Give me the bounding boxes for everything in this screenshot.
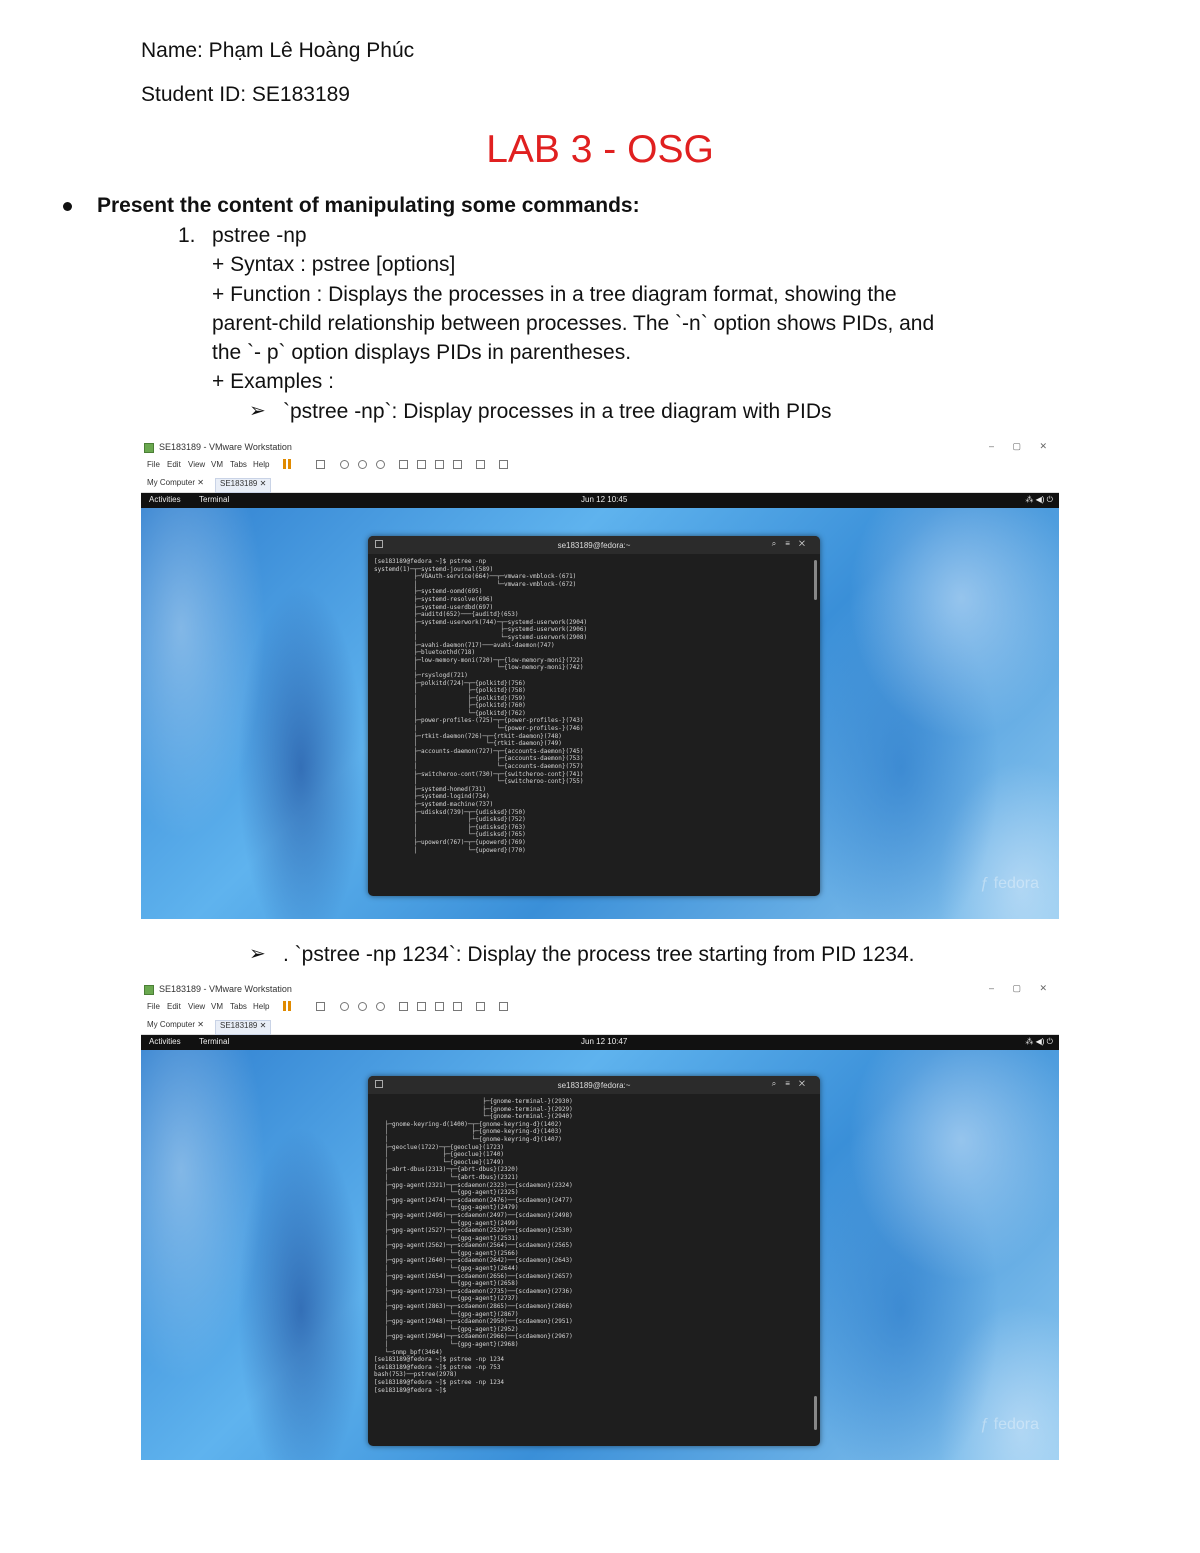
menu-tabs[interactable]: Tabs [230,1002,247,1011]
terminal-header [368,536,820,554]
function-line-3: the `- p` option displays PIDs in parentheses. [212,341,632,364]
tab-my-computer[interactable]: My Computer ✕ [147,1020,204,1029]
vm-tabs [141,1018,1059,1035]
view-icon[interactable] [399,1002,408,1011]
tab-label: SE183189 [220,1021,258,1030]
gnome-topbar [141,493,1059,508]
syntax-line: + Syntax : pstree [options] [212,253,456,276]
fit-icon[interactable] [453,460,462,469]
stretch-icon[interactable] [499,460,508,469]
tab-label: SE183189 [220,479,258,488]
status-icons[interactable]: ⁂ ◀) ⏻ [1025,1037,1053,1046]
tab-vm[interactable]: SE183189 ✕ [215,1020,271,1035]
vmware-menubar [141,456,1059,473]
menu-help[interactable]: Help [253,1002,270,1011]
arrow-bullet-icon: ➢ [249,400,266,422]
menu-file[interactable]: File [147,1002,160,1011]
terminal-window[interactable] [368,536,820,896]
menu-help[interactable]: Help [253,460,270,469]
item-number: 1. [178,224,196,247]
tab-my-computer[interactable]: My Computer ✕ [147,478,204,487]
terminal-output: ├─{gnome-terminal-}(2930) ├─{gnome-terminal-}(2929) └─{gnome-terminal-}(2940) ├─gnome-keyring-d(1400)─┬─{gnome-keyring-d}(1402) │ ├─{gnome-keyring-d}(1403) │ └─{gnome-keyring-d}(1407) ├─geoclue(1722)─┬─{geoclue}(1723) │ ├─{geoclue}(1740) │ └─{geoclue}(1749) ├─abrt-dbus(2313)─┬─{abrt-dbus}(2320) │ └─{abrt-dbus}(2321) ├─gpg-agent(2321)─┬─scdaemon(2323)──{scdaemon}(2324) │ └─{gpg-agent}(2325) ├─gpg-agent(2474)─┬─scdaemon(2476)──{scdaemon}(2477) │ └─{gpg-agent}(2479) ├─gpg-agent(2495)─┬─scdaemon(2497)──{scdaemon}(2498) │ └─{gpg-agent}(2499) ├─gpg-agent(2527)─┬─scdaemon(2529)──{scdaemon}(2530) │ └─{gpg-agent}(2531) ├─gpg-agent(2562)─┬─scdaemon(2564)──{scdaemon}(2565) │ └─{gpg-agent}(2566) ├─gpg-agent(2640)─┬─scdaemon(2642)──{scdaemon}(2643) │ └─{gpg-agent}(2644) ├─gpg-agent(2654)─┬─scdaemon(2656)──{scdaemon}(2657) │ └─{gpg-agent}(2658) ├─gpg-agent(2733)─┬─scdaemon(2735)──{scdaemon}(2736) │ └─{gpg-agent}(2737) ├─gpg-agent(2863)─┬─scdaemon(2865)──{scdaemon}(2866) │ └─{gpg-agent}(2867) ├─gpg-agent(2948)─┬─scdaemon(2950)──{scdaemon}(2951) │ └─{gpg-agent}(2952) ├─gpg-agent(2964)─┬─scdaemon(2966)──{scdaemon}(2967) │ └─{gpg-agent}(2968) └─snmp_bpf(3464) [se183189@fedora ~]$ pstree -np 1234 [se183189@fedora ~]$ pstree -np 753 bash(753)──pstree(2978) [se183189@fedora ~]$ pstree -np 1234 [se183189@fedora ~]$ [374,1098,573,1394]
status-icons[interactable]: ⁂ ◀) ⏻ [1025,495,1053,504]
menu-tabs[interactable]: Tabs [230,460,247,469]
menu-vm[interactable]: VM [211,460,223,469]
console-icon[interactable] [476,460,485,469]
pause-icon-bar [288,459,291,469]
fedora-watermark-logo: ƒ fedora [980,875,1039,892]
fedora-watermark-logo: ƒ fedora [980,1416,1039,1433]
screenshot-2 [141,982,1059,1460]
section-heading: Present the content of manipulating some commands: [97,194,640,217]
terminal-title: se183189@fedora:~ [557,541,631,550]
vmware-logo-icon [144,985,154,995]
page-title: LAB 3 - OSG [486,128,714,171]
view-icon[interactable] [399,460,408,469]
fullscreen-icon[interactable] [435,460,444,469]
snapshot-icon[interactable] [340,1002,349,1011]
clock[interactable]: Jun 12 10:47 [581,1037,628,1046]
fit-icon[interactable] [453,1002,462,1011]
vmware-logo-icon [144,443,154,453]
snapshot-icon[interactable] [340,460,349,469]
tab-vm[interactable]: SE183189 ✕ [215,478,271,493]
clock[interactable]: Jun 12 10:45 [581,495,628,504]
fullscreen-icon[interactable] [435,1002,444,1011]
menu-vm[interactable]: VM [211,1002,223,1011]
terminal-controls[interactable]: ⌕≡✕ [771,1079,814,1088]
app-menu[interactable]: Terminal [199,1037,230,1046]
unity-icon[interactable] [417,1002,426,1011]
window-title: SE183189 - VMware Workstation [159,984,292,994]
activities-button[interactable]: Activities [149,1037,181,1046]
window-title: SE183189 - VMware Workstation [159,442,292,452]
manage-snapshots-icon[interactable] [376,460,385,469]
menu-view[interactable]: View [188,1002,206,1011]
app-menu[interactable]: Terminal [199,495,230,504]
window-controls[interactable]: – ▢ ✕ [988,441,1055,451]
terminal-scrollbar[interactable] [814,560,817,600]
screenshot-1 [141,440,1059,919]
activities-button[interactable]: Activities [149,495,181,504]
pause-icon[interactable] [283,1001,286,1011]
example-2: . `pstree -np 1234`: Display the process tree starting from PID 1234. [283,943,915,966]
vmware-titlebar [141,440,1059,456]
terminal-output: [se183189@fedora ~]$ pstree -np systemd(1)─┬─systemd-journal(589) ├─VGAuth-service(664)──┬─vmware-vmblock-(671) │ └─vmware-vmblock-(672) ├─systemd-oomd(695) ├─systemd-resolve(696) ├─systemd-userdbd(697) ├─auditd(652)───{auditd}(653) ├─systemd-userwork(744)─┬─systemd-userwork(2904) │ ├─systemd-userwork(2906) │ └─systemd-userwork(2908) ├─avahi-daemon(717)───avahi-daemon(747) ├─bluetoothd(718) ├─low-memory-moni(720)─┬─{low-memory-moni}(722) │ └─{low-memory-moni}(742) ├─rsyslogd(721) ├─polkitd(724)─┬─{polkitd}(756) │ ├─{polkitd}(758) │ ├─{polkitd}(759) │ ├─{polkitd}(760) │ └─{polkitd}(762) ├─power-profiles-(725)─┬─{power-profiles-}(743) │ └─{power-profiles-}(746) ├─rtkit-daemon(726)─┬─{rtkit-daemon}(748) │ └─{rtkit-daemon}(749) ├─accounts-daemon(727)─┬─{accounts-daemon}(745) │ ├─{accounts-daemon}(753) │ └─{accounts-daemon}(757) ├─switcheroo-cont(730)─┬─{switcheroo-cont}(741) │ └─{switcheroo-cont}(755) ├─systemd-homed(731) ├─systemd-logind(734) ├─systemd-machine(737) ├─udisksd(739)─┬─{udisksd}(750) │ ├─{udisksd}(752) │ ├─{udisksd}(763) │ └─{udisksd}(765) ├─upowerd(767)─┬─{upowerd}(769) │ └─{upowerd}(770) [374,558,588,854]
function-line-2: parent-child relationship between processes. The `-n` option shows PIDs, and [212,312,935,335]
pause-icon-bar [288,1001,291,1011]
menu-file[interactable]: File [147,460,160,469]
tab-label: My Computer [147,478,196,487]
student-id: Student ID: SE183189 [141,83,350,106]
revert-icon[interactable] [358,1002,367,1011]
item-title: pstree -np [212,224,307,247]
desktop-wallpaper [141,1050,1059,1460]
terminal-window[interactable] [368,1076,820,1446]
terminal-scrollbar[interactable] [814,1396,817,1430]
revert-icon[interactable] [358,460,367,469]
terminal-controls[interactable]: ⌕≡✕ [771,539,814,548]
vmware-titlebar [141,982,1059,998]
gnome-topbar [141,1035,1059,1050]
terminal-header [368,1076,820,1094]
send-keys-icon[interactable] [316,460,325,469]
example-1: `pstree -np`: Display processes in a tree diagram with PIDs [283,400,832,423]
menu-view[interactable]: View [188,460,206,469]
desktop-wallpaper [141,508,1059,919]
bullet-dot-icon [63,202,72,211]
student-name: Name: Phạm Lê Hoàng Phúc [141,39,415,62]
stretch-icon[interactable] [499,1002,508,1011]
vm-tabs [141,476,1059,493]
manage-snapshots-icon[interactable] [376,1002,385,1011]
terminal-title: se183189@fedora:~ [557,1081,631,1090]
menu-edit[interactable]: Edit [167,1002,181,1011]
menu-edit[interactable]: Edit [167,460,181,469]
window-controls[interactable]: – ▢ ✕ [988,983,1055,993]
tab-label: My Computer [147,1020,196,1029]
pause-icon[interactable] [283,459,286,469]
arrow-bullet-icon: ➢ [249,943,266,965]
vmware-menubar [141,998,1059,1015]
send-keys-icon[interactable] [316,1002,325,1011]
function-line-1: + Function : Displays the processes in a tree diagram format, showing the [212,283,897,306]
console-icon[interactable] [476,1002,485,1011]
examples-label: + Examples : [212,370,334,393]
unity-icon[interactable] [417,460,426,469]
